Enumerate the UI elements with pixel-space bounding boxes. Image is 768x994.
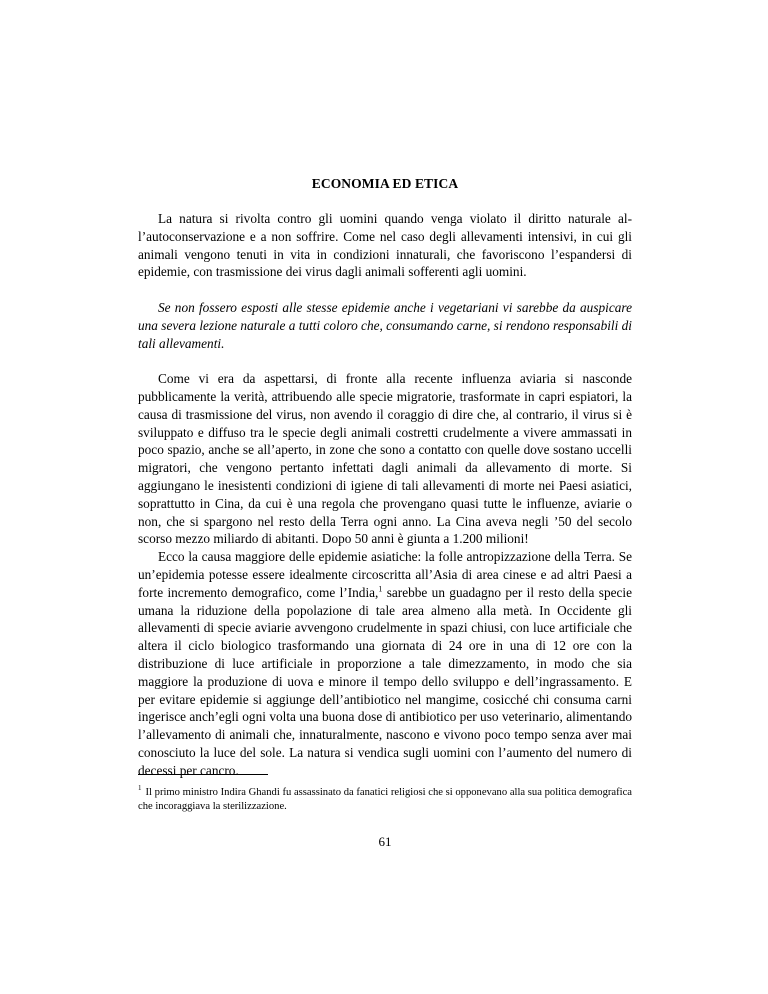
chapter-title: ECONOMIA ED ETICA — [311, 176, 459, 191]
page-number: 61 — [378, 834, 392, 849]
footnote-marker: 1 — [138, 784, 142, 793]
footnote-reference[interactable]: 1 — [378, 584, 383, 594]
paragraph-antropization-part-1: Ecco la causa maggiore delle epidemie asiatiche: la folle antropizzazione della Terra. Se un’epidemia potesse essere idealmente circoscritta all’Asia di area cinese e ad altri Paesi a forte incremento demografico, come l’India, — [138, 549, 632, 600]
footnote-divider — [138, 774, 268, 775]
footnote-text: Il primo ministro Indira Ghandi fu assassinato da fanatici religiosi che si opponevano alla sua politica demografica che incoraggiava la sterilizzazione. — [138, 787, 632, 812]
paragraph-antropization — [138, 548, 632, 779]
body-text — [138, 210, 632, 780]
paragraph-intro: La natura si rivolta contro gli uomini quando venga violato il diritto naturale all’autoconservazione e a non soffrire. Come nel caso degli allevamenti intensivi, in cui gli animali vengono tenuti in vita in condizioni innaturali, che favoriscono l’espandersi di epidemie, con trasmissione dei virus dagli animali sofferenti agli uomini. — [138, 211, 632, 280]
footnote — [138, 786, 632, 814]
book-page — [138, 0, 632, 994]
paragraph-antropization-part-2: sarebbe un guadagno per il resto della specie umana la riduzione della popolazione di tale area almeno alla metà. In Occidente gli allevamenti di specie aviarie avvengono crudelmente in spazi chiusi, con luce artificiale che altera il ciclo biologico trasformando una giornata di 24 ore in una di 12 ore con la distribuzione di luce artificiale in proporzione a tale dimezzamento, in modo che sia maggiore la produzione di uova e minore il tempo dello sviluppo e dell’ingrassamento. E per evitare epidemie si aggiunge dell’antibiotico nel mangime, cosicché chi consuma carni ingerisce anch’egli ogni volta una buona dose di antibiotico per uso veterinario, alimentando l’allevamento di animali che, innaturalmente, nascono e vivono poco tempo senza aver mai conosciuto la luce del sole. La natura si vendica sugli uomini con l’aumento del numero di decessi per cancro. — [138, 584, 632, 778]
paragraph-avian-flu: Come vi era da aspettarsi, di fronte alla recente influenza aviaria si nasconde pubblicamente la verità, attribuendo alle specie migratorie, trasformate in capri espiatori, la causa di trasmissione del virus, non avendo il coraggio di dire che, al contrario, il virus si è sviluppato e diffuso tra le specie degli animali costretti crudelmente a vivere ammassati in poco spazio, anche se all’aperto, in zone che sono a contatto con quelle dove sostano uccelli migratori, che vengono pertanto infettati dagli animali da allevamento di morte. Si aggiungano le inesistenti condizioni di igiene di tali allevamenti di morte nei Paesi asiatici, soprattutto in Cina, da cui è una regola che provengano quasi tutte le influenze, aviarie o non, che si spargono nel resto della Terra ogni anno. La Cina aveva negli ’50 del secolo scorso mezzo miliardo di abitanti. Dopo 50 anni è giunta a 1.200 milioni! — [138, 371, 632, 547]
paragraph-italic-note: Se non fossero esposti alle stesse epidemie anche i vegetariani vi sarebbe da auspicare una severa lezione naturale a tutti coloro che, consumando carne, si rendono responsabili di tali allevamenti. — [138, 299, 632, 351]
